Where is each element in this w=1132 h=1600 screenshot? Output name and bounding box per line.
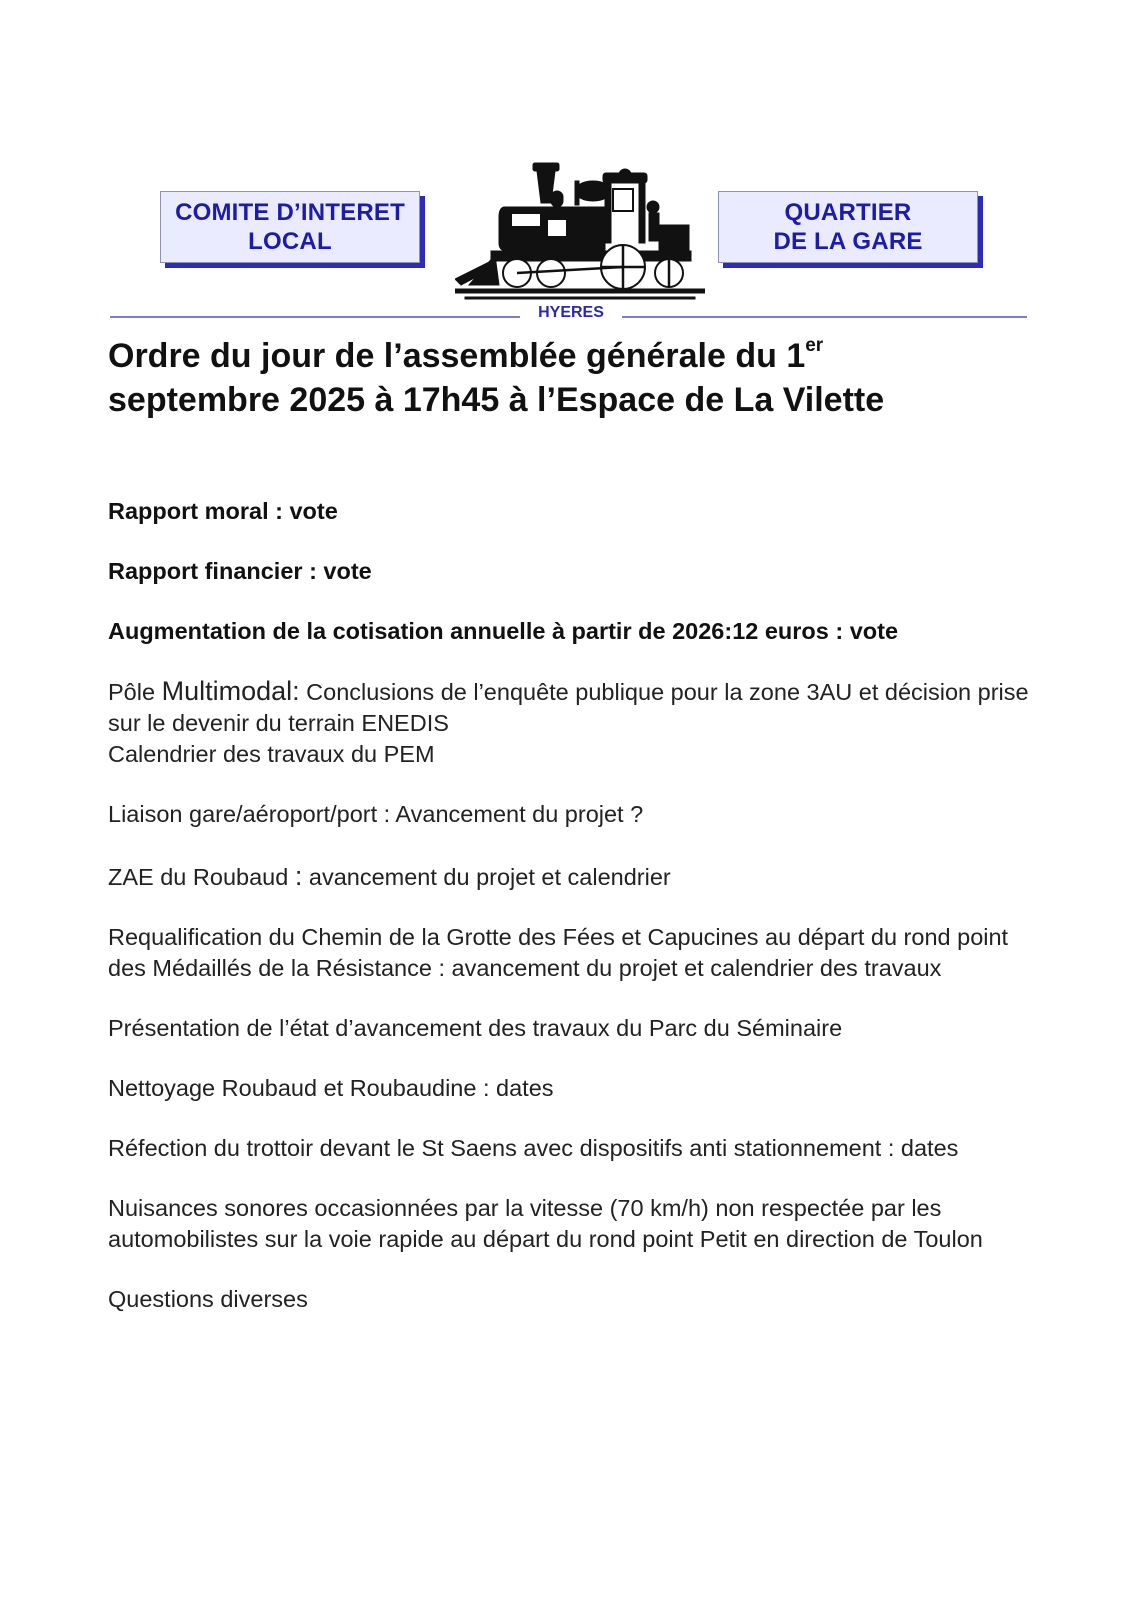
title-part2: septembre 2025 à 17h45 à l’Espace de La Vilette: [108, 381, 885, 419]
district-label-box: [718, 191, 978, 263]
header-rule-right: [622, 316, 1027, 318]
agenda-item: Présentation de l’état d’avancement des travaux du Parc du Séminaire: [108, 1015, 843, 1041]
agenda-item: Rapport financier : vote: [108, 558, 372, 584]
agenda-item: Augmentation de la cotisation annuelle à partir de 2026:12 euros : vote: [108, 618, 899, 644]
agenda-item-colon: :: [294, 861, 303, 891]
agenda-list: [108, 496, 1038, 1315]
page-title: [108, 334, 1068, 422]
title-part1: Ordre du jour de l’assemblée générale du 1: [108, 337, 806, 375]
title-superscript: er: [805, 335, 824, 356]
committee-label-line2: LOCAL: [248, 228, 332, 255]
agenda-item-text: Conclusions de l’enquête publique pour la zone 3AU et décision prise sur le devenir du terrain ENEDIS: [108, 679, 1029, 736]
agenda-item: Nuisances sonores occasionnées par la vitesse (70 km/h) non respectée par les automobilistes sur la voie rapide au départ du rond point Petit en direction de Toulon: [108, 1195, 983, 1252]
committee-label-line1: COMITE D’INTERET: [175, 199, 405, 226]
district-label-line1: QUARTIER: [784, 199, 912, 226]
agenda-item: Liaison gare/aéroport/port : Avancement du projet ?: [108, 801, 644, 827]
town-name: HYERES: [538, 304, 604, 321]
agenda-item-line2: Calendrier des travaux du PEM: [108, 741, 435, 767]
agenda-item: Questions diverses: [108, 1286, 308, 1312]
agenda-item-prefix: Pôle: [108, 679, 162, 705]
agenda-item-text: avancement du projet et calendrier: [302, 864, 671, 890]
committee-label-box: [160, 191, 420, 263]
agenda-item: Rapport moral : vote: [108, 498, 338, 524]
locomotive-icon: [455, 155, 705, 303]
agenda-item: [108, 676, 1038, 770]
agenda-item-highlight: Multimodal:: [161, 676, 300, 706]
header-rule-left: [110, 316, 520, 318]
agenda-item: Nettoyage Roubaud et Roubaudine : dates: [108, 1075, 554, 1101]
agenda-item-prefix: ZAE du Roubaud: [108, 864, 295, 890]
agenda-item: Requalification du Chemin de la Grotte des Fées et Capucines au départ du rond point des Médaillés de la Résistance : avancement du projet et calendrier des travaux: [108, 924, 1009, 981]
district-label-line2: DE LA GARE: [773, 228, 923, 255]
agenda-item: Réfection du trottoir devant le St Saens avec dispositifs anti stationnement : dates: [108, 1135, 959, 1161]
agenda-item: [108, 861, 1038, 893]
